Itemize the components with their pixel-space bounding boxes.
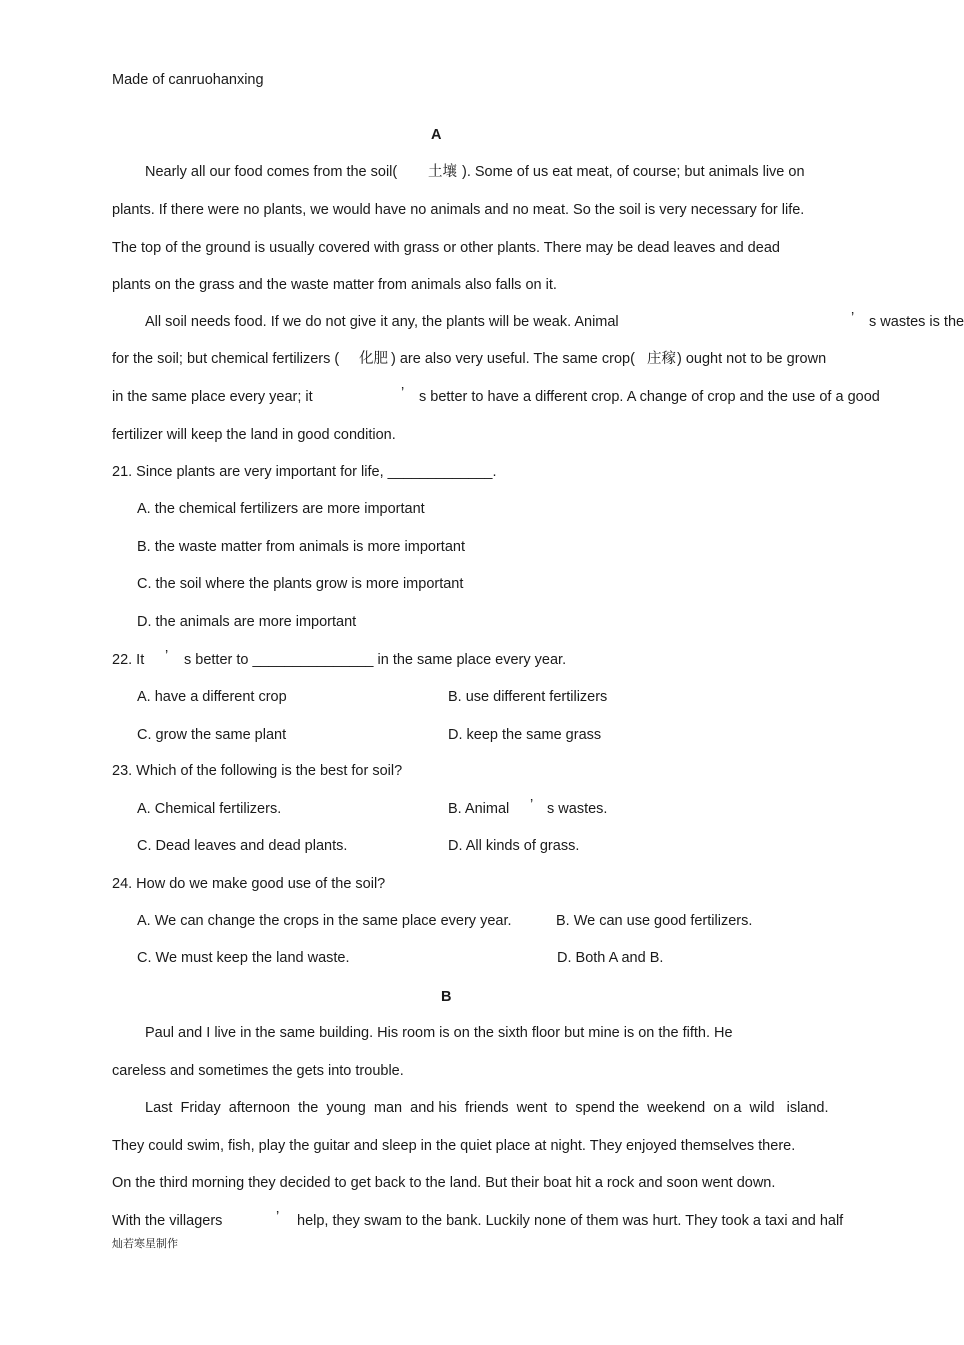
passage-b-p1-line2: careless and sometimes the gets into trouble.: [112, 1063, 404, 1079]
passage-a-p2-line1a: All soil needs food. If we do not give it any, the plants will be weak. Animal: [145, 314, 619, 330]
question-23-option-a: A. Chemical fertilizers.: [137, 801, 282, 817]
question-22-stem-a: 22. It: [112, 652, 145, 668]
question-23-option-b-a: B. Animal: [448, 801, 510, 817]
passage-b-p2-line4c: help, they swam to the bank. Luckily none of them was hurt. They took a taxi and half: [297, 1213, 844, 1229]
passage-b-p2-line4b: ’: [276, 1209, 280, 1225]
question-22-option-c: C. grow the same plant: [137, 727, 287, 743]
passage-a-p1-line4: plants on the grass and the waste matter from animals also falls on it.: [112, 277, 557, 293]
passage-a-p2-line2d: 庄稼: [647, 351, 676, 367]
passage-b-p2-line2: They could swim, fish, play the guitar and sleep in the quiet place at night. They enjoyed themselves there.: [112, 1138, 796, 1154]
passage-a-p2-line1b: ’: [851, 310, 855, 326]
question-22-option-d: D. keep the same grass: [448, 727, 602, 743]
question-21-option-a: A. the chemical fertilizers are more important: [137, 501, 425, 517]
footer-credit: 灿若寒星制作: [112, 1238, 178, 1250]
question-23-option-b-c: s wastes.: [547, 801, 608, 817]
passage-a-p2-line1c: s wastes is the: [869, 314, 964, 330]
passage-a-p2-line2b: 化肥: [359, 351, 388, 367]
question-22-stem-c: s better to _______________ in the same place every year.: [184, 652, 567, 668]
question-22-option-a: A. have a different crop: [137, 689, 287, 705]
passage-a-p1-line2: plants. If there were no plants, we would have no animals and no meat. So the soil is very necessary for life.: [112, 202, 805, 218]
passage-a-p1-line1b: 土壤: [428, 164, 457, 180]
passage-a-p1-line1c: ). Some of us eat meat, of course; but animals live on: [462, 164, 805, 180]
passage-a-heading: A: [431, 127, 442, 143]
question-24-stem: 24. How do we make good use of the soil?: [112, 876, 386, 892]
question-23-option-c: C. Dead leaves and dead plants.: [137, 838, 348, 854]
passage-a-p2-line3b: ’: [401, 385, 405, 401]
question-21-option-d: D. the animals are more important: [137, 614, 357, 630]
question-21-stem: 21. Since plants are very important for life, _____________.: [112, 464, 497, 480]
question-23-option-d: D. All kinds of grass.: [448, 838, 580, 854]
passage-a-p2-line3a: in the same place every year; it: [112, 389, 313, 405]
question-24-option-a: A. We can change the crops in the same place every year.: [137, 913, 512, 929]
passage-b-p2-line1: Last Friday afternoon the young man and his friends went to spend the weekend on a wild island.: [145, 1100, 829, 1116]
question-24-option-c: C. We must keep the land waste.: [137, 950, 350, 966]
passage-a-p2-line2e: ) ought not to be grown: [677, 351, 827, 367]
passage-a-p2-line3c: s better to have a different crop. A change of crop and the use of a good: [419, 389, 880, 405]
passage-b-p1-line1: Paul and I live in the same building. His room is on the sixth floor but mine is on the fifth. He: [145, 1025, 733, 1041]
passage-a-p2-line4: fertilizer will keep the land in good condition.: [112, 427, 396, 443]
passage-a-p1-line3: The top of the ground is usually covered with grass or other plants. There may be dead leaves and dead: [112, 240, 780, 256]
question-21-option-c: C. the soil where the plants grow is more important: [137, 576, 464, 592]
passage-b-p2-line3: On the third morning they decided to get back to the land. But their boat hit a rock and soon went down.: [112, 1175, 776, 1191]
question-24-option-d: D. Both A and B.: [557, 950, 664, 966]
passage-a-p2-line2a: for the soil; but chemical fertilizers (: [112, 351, 340, 367]
passage-a-p2-line2c: ) are also very useful. The same crop(: [391, 351, 635, 367]
passage-a-p1-line1a: Nearly all our food comes from the soil(: [145, 164, 398, 180]
question-22-option-b: B. use different fertilizers: [448, 689, 608, 705]
question-22-stem-b: ’: [165, 648, 169, 664]
header-made-of: Made of canruohanxing: [112, 72, 264, 88]
question-21-option-b: B. the waste matter from animals is more important: [137, 539, 465, 555]
question-23-stem: 23. Which of the following is the best for soil?: [112, 763, 403, 779]
passage-b-p2-line4a: With the villagers: [112, 1213, 223, 1229]
passage-b-heading: B: [441, 989, 452, 1005]
question-23-option-b-b: ’: [530, 797, 534, 813]
question-24-option-b: B. We can use good fertilizers.: [556, 913, 753, 929]
